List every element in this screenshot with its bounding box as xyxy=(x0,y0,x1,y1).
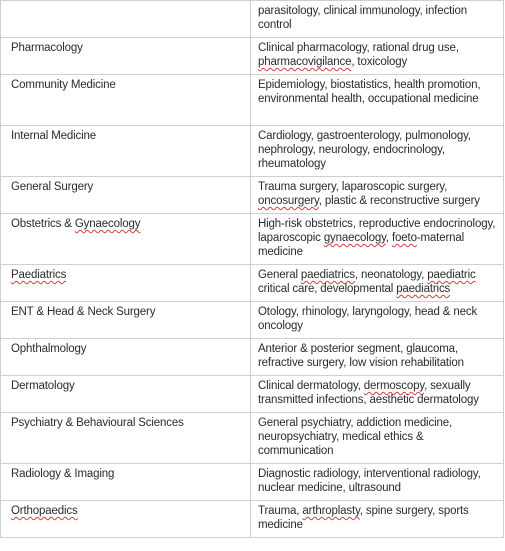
cell-text: General xyxy=(258,269,301,281)
spellcheck-flagged-word: foeto xyxy=(391,232,417,244)
table-row xyxy=(1,265,504,302)
spellcheck-flagged-word: paediatric xyxy=(427,269,476,281)
focus-areas-cell xyxy=(251,1,504,38)
table-row xyxy=(1,339,504,376)
cell-text: Pharmacology xyxy=(11,42,83,54)
table-row xyxy=(1,302,504,339)
subject-cell xyxy=(1,126,251,177)
spellcheck-flagged-word: gynaecology xyxy=(323,232,386,244)
subject-cell xyxy=(1,464,251,501)
spellcheck-flagged-word: Paediatrics xyxy=(11,269,67,281)
cell-text: Cardiology, gastroenterology, pulmonology, nephrology, neurology, endocrinology, rheumatology xyxy=(258,130,471,170)
cell-text: parasitology, clinical immunology, infection control xyxy=(258,5,468,31)
subject-cell xyxy=(1,501,251,538)
focus-areas-cell xyxy=(251,501,504,538)
subject-cell xyxy=(1,38,251,75)
cell-text: , toxicology xyxy=(351,56,408,68)
cell-text: , spine surgery, sports medicine xyxy=(258,505,469,531)
cell-text: Obstetrics & xyxy=(11,218,75,230)
focus-areas-cell xyxy=(251,339,504,376)
table-row xyxy=(1,38,504,75)
table-row xyxy=(1,214,504,265)
subject-cell xyxy=(1,1,251,38)
table-row xyxy=(1,413,504,464)
spellcheck-flagged-word: arthroplasty xyxy=(302,505,360,517)
cell-text: General psychiatry, addiction medicine, neuropsychiatry, medical ethics & communication xyxy=(258,417,453,457)
cell-text: , plastic & reconstructive surgery xyxy=(318,195,480,207)
focus-areas-cell xyxy=(251,302,504,339)
spellcheck-flagged-word: dermoscopy xyxy=(363,380,425,392)
subject-cell xyxy=(1,413,251,464)
subject-cell xyxy=(1,339,251,376)
subject-cell xyxy=(1,376,251,413)
cell-text: Psychiatry & Behavioural Sciences xyxy=(11,417,184,429)
cell-text: Anterior & posterior segment, glaucoma, refractive surgery, low vision rehabilitation xyxy=(258,343,464,369)
focus-areas-cell xyxy=(251,413,504,464)
cell-text: Ophthalmology xyxy=(11,343,87,355)
cell-text: critical care, developmental xyxy=(258,283,397,295)
focus-areas-cell xyxy=(251,376,504,413)
cell-text: Diagnostic radiology, interventional radiology, nuclear medicine, ultrasound xyxy=(258,468,481,494)
table-row xyxy=(1,376,504,413)
spellcheck-flagged-word: paediatrics xyxy=(300,269,355,281)
focus-areas-cell xyxy=(251,464,504,501)
spellcheck-flagged-word: oncosurgery xyxy=(258,195,319,207)
table-row xyxy=(1,501,504,538)
cell-text: -maternal medicine xyxy=(258,232,465,258)
focus-areas-cell xyxy=(251,265,504,302)
spellcheck-flagged-word: paediatrics xyxy=(396,283,451,295)
cell-text: Clinical dermatology, xyxy=(258,380,364,392)
cell-text: Trauma, xyxy=(258,505,303,517)
cell-text: Epidemiology, biostatistics, health promotion, environmental health, occupational medicine xyxy=(258,79,481,105)
subject-cell xyxy=(1,177,251,214)
table-row xyxy=(1,1,504,38)
focus-areas-cell xyxy=(251,75,504,126)
cell-text: Otology, rhinology, laryngology, head & neck oncology xyxy=(258,306,478,332)
cell-text: ENT & Head & Neck Surgery xyxy=(11,306,156,318)
table-row xyxy=(1,177,504,214)
cell-text: Trauma surgery, laparoscopic surgery, xyxy=(258,181,448,193)
cell-text: Radiology & Imaging xyxy=(11,468,115,480)
subject-cell xyxy=(1,265,251,302)
spellcheck-flagged-word: pharmacovigilance xyxy=(258,56,352,68)
cell-text: Dermatology xyxy=(11,380,75,392)
subject-cell xyxy=(1,214,251,265)
cell-text: Clinical pharmacology, rational drug use, xyxy=(258,42,459,54)
cell-text: , xyxy=(385,232,392,244)
cell-text: High-risk obstetrics, reproductive endocrinology, laparoscopic xyxy=(258,218,496,244)
focus-areas-cell xyxy=(251,177,504,214)
focus-areas-cell xyxy=(251,38,504,75)
cell-text: , neonatology, xyxy=(354,269,428,281)
table-row xyxy=(1,75,504,126)
cell-text: Community Medicine xyxy=(11,79,116,91)
table-row xyxy=(1,126,504,177)
focus-areas-cell xyxy=(251,126,504,177)
cell-text: , sexually transmitted infections, aesthetic dermatology xyxy=(258,380,479,406)
focus-areas-cell xyxy=(251,214,504,265)
cell-text: General Surgery xyxy=(11,181,94,193)
subject-cell xyxy=(1,302,251,339)
table-row xyxy=(1,464,504,501)
cell-text: Internal Medicine xyxy=(11,130,97,142)
spellcheck-flagged-word: Orthopaedics xyxy=(11,505,78,517)
spellcheck-flagged-word: Gynaecology xyxy=(74,218,141,230)
subject-cell xyxy=(1,75,251,126)
table-body xyxy=(1,1,504,538)
